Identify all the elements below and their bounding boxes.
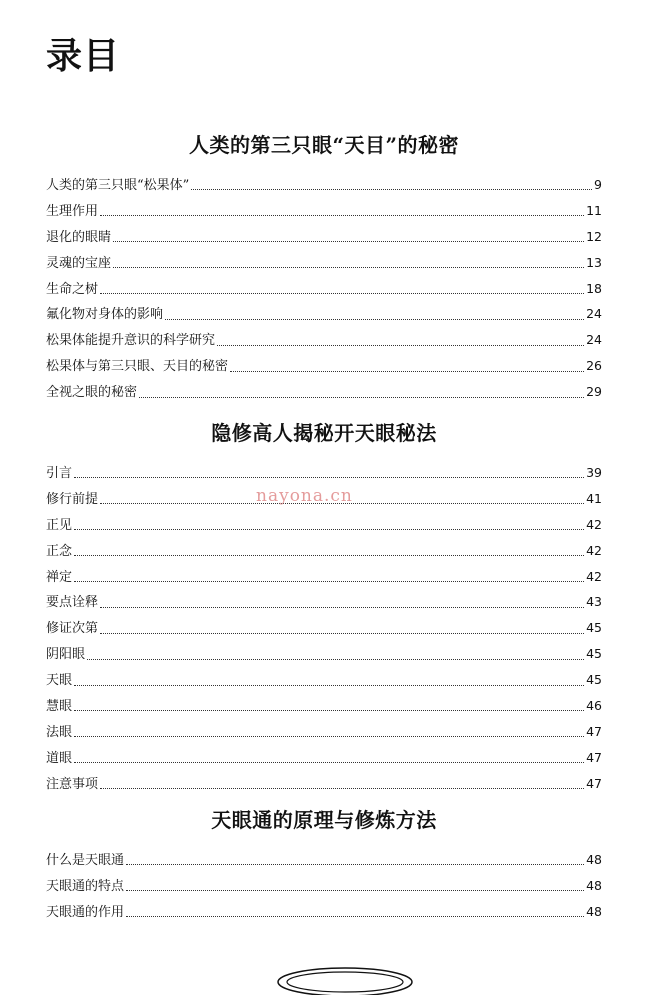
toc-entry[interactable] [46, 301, 602, 327]
toc-list [46, 460, 602, 797]
dot-leader [74, 710, 584, 711]
toc-page-number: 48 [586, 877, 602, 893]
toc-entry-title: 正念 [46, 543, 73, 559]
section-heading: 人类的第三只眼“天目”的秘密 [188, 133, 459, 157]
dot-leader [74, 685, 584, 686]
toc-entry-title: 人类的第三只眼“松果体” [46, 178, 190, 193]
dot-leader [74, 736, 584, 737]
toc-page-number: 39 [586, 465, 602, 480]
dot-leader [74, 555, 584, 556]
toc-page-number: 46 [586, 698, 602, 714]
toc-page-number: 26 [586, 358, 602, 374]
toc-entry[interactable] [46, 564, 602, 590]
toc-entry[interactable] [46, 719, 602, 745]
toc-page-number: 47 [586, 749, 602, 765]
toc-entry-title: 要点诠释 [46, 595, 99, 611]
toc-entry[interactable] [46, 224, 602, 250]
toc-entry[interactable] [46, 771, 602, 797]
toc-entry-title: 生理作用 [46, 203, 99, 219]
toc-entry[interactable] [46, 641, 602, 667]
toc-entry[interactable] [46, 198, 602, 224]
toc-entry-title: 天眼 [46, 673, 73, 689]
toc-page-number: 9 [594, 177, 602, 192]
dot-leader [191, 189, 592, 190]
toc-entry[interactable] [46, 379, 602, 405]
toc-section-3 [46, 803, 602, 925]
toc-section-1 [46, 128, 602, 405]
toc-entry-title: 修证次第 [46, 621, 99, 637]
toc-page-number: 42 [586, 542, 602, 558]
toc-entry-title: 禅定 [46, 569, 73, 585]
toc-entry-title: 修行前提 [46, 491, 99, 507]
toc-entry-title: 灵魂的宝座 [46, 255, 112, 271]
toc-entry-title: 正见 [46, 517, 73, 533]
toc-page-number: 18 [586, 280, 602, 296]
dot-leader [126, 916, 584, 917]
toc-entry[interactable] [46, 172, 602, 198]
toc-entry[interactable] [46, 615, 602, 641]
toc-entry-title: 天眼通的特点 [46, 878, 125, 894]
toc-page-number: 11 [586, 202, 602, 218]
toc-page-number: 47 [586, 775, 602, 791]
toc-entry-title: 引言 [46, 466, 73, 481]
dot-leader [100, 633, 584, 634]
toc-page-number: 48 [586, 852, 602, 867]
toc-page-number: 48 [586, 903, 602, 919]
toc-entry[interactable] [46, 327, 602, 353]
toc-entry[interactable] [46, 745, 602, 771]
toc-entry[interactable] [46, 873, 602, 899]
toc-page-number: 41 [586, 490, 602, 506]
dot-leader [113, 267, 584, 268]
toc-page-number: 24 [586, 332, 602, 348]
dot-leader [126, 890, 584, 891]
toc-entry-title: 松果体能提升意识的科学研究 [46, 333, 216, 349]
watermark: nayona.cn [256, 486, 353, 506]
toc-entry-title: 氟化物对身体的影响 [46, 307, 164, 323]
toc-entry[interactable] [46, 512, 602, 538]
toc-list [46, 172, 602, 405]
toc-page-number: 24 [586, 306, 602, 322]
toc-entry[interactable] [46, 460, 602, 486]
dot-leader [100, 293, 584, 294]
toc-entry[interactable] [46, 847, 602, 873]
toc-page-number: 42 [586, 516, 602, 532]
dot-leader [230, 371, 584, 372]
toc-entry[interactable] [46, 693, 602, 719]
toc-entry[interactable] [46, 353, 602, 379]
toc-entry-title: 松果体与第三只眼、天目的秘密 [46, 359, 229, 375]
toc-page-number: 42 [586, 568, 602, 584]
toc-entry-title: 阴阳眼 [46, 647, 86, 663]
toc-page-number: 43 [586, 594, 602, 610]
toc-entry-title: 慧眼 [46, 699, 73, 715]
toc-entry[interactable] [46, 667, 602, 693]
dot-leader [139, 397, 584, 398]
dot-leader [113, 241, 584, 242]
dot-leader [74, 529, 584, 530]
dot-leader [74, 581, 584, 582]
dot-leader [126, 864, 584, 865]
dot-leader [165, 319, 584, 320]
toc-entry-title: 生命之树 [46, 281, 99, 297]
dot-leader [100, 215, 584, 216]
toc-list [46, 847, 602, 925]
toc-entry-title: 注意事项 [46, 776, 99, 792]
dot-leader [100, 788, 584, 789]
toc-entry-title: 道眼 [46, 750, 73, 766]
toc-entry[interactable] [46, 538, 602, 564]
toc-page-number: 13 [586, 254, 602, 270]
toc-entry-title: 全视之眼的秘密 [46, 385, 138, 401]
oval-ornament-icon [276, 960, 414, 995]
toc-entry-title: 天眼通的作用 [46, 904, 125, 920]
toc-page-number: 29 [586, 384, 602, 400]
toc-entry[interactable] [46, 276, 602, 302]
dot-leader [74, 762, 584, 763]
toc-entry[interactable] [46, 899, 602, 925]
document-title: 录目 [46, 36, 121, 77]
section-heading: 天眼通的原理与修炼方法 [211, 808, 437, 832]
toc-entry[interactable] [46, 589, 602, 615]
toc-section-2 [46, 416, 602, 797]
toc-entry-title: 什么是天眼通 [46, 853, 125, 868]
toc-entry-title: 退化的眼睛 [46, 229, 112, 245]
toc-entry[interactable] [46, 250, 602, 276]
toc-page-number: 47 [586, 723, 602, 739]
section-heading: 隐修高人揭秘开天眼秘法 [211, 421, 437, 445]
toc-page-number: 45 [586, 646, 602, 662]
toc-page-number: 45 [586, 620, 602, 636]
toc-page-number: 12 [586, 228, 602, 244]
toc-page-number: 45 [586, 672, 602, 688]
dot-leader [87, 659, 584, 660]
dot-leader [74, 477, 584, 478]
dot-leader [100, 607, 584, 608]
toc-entry-title: 法眼 [46, 724, 73, 740]
dot-leader [217, 345, 584, 346]
